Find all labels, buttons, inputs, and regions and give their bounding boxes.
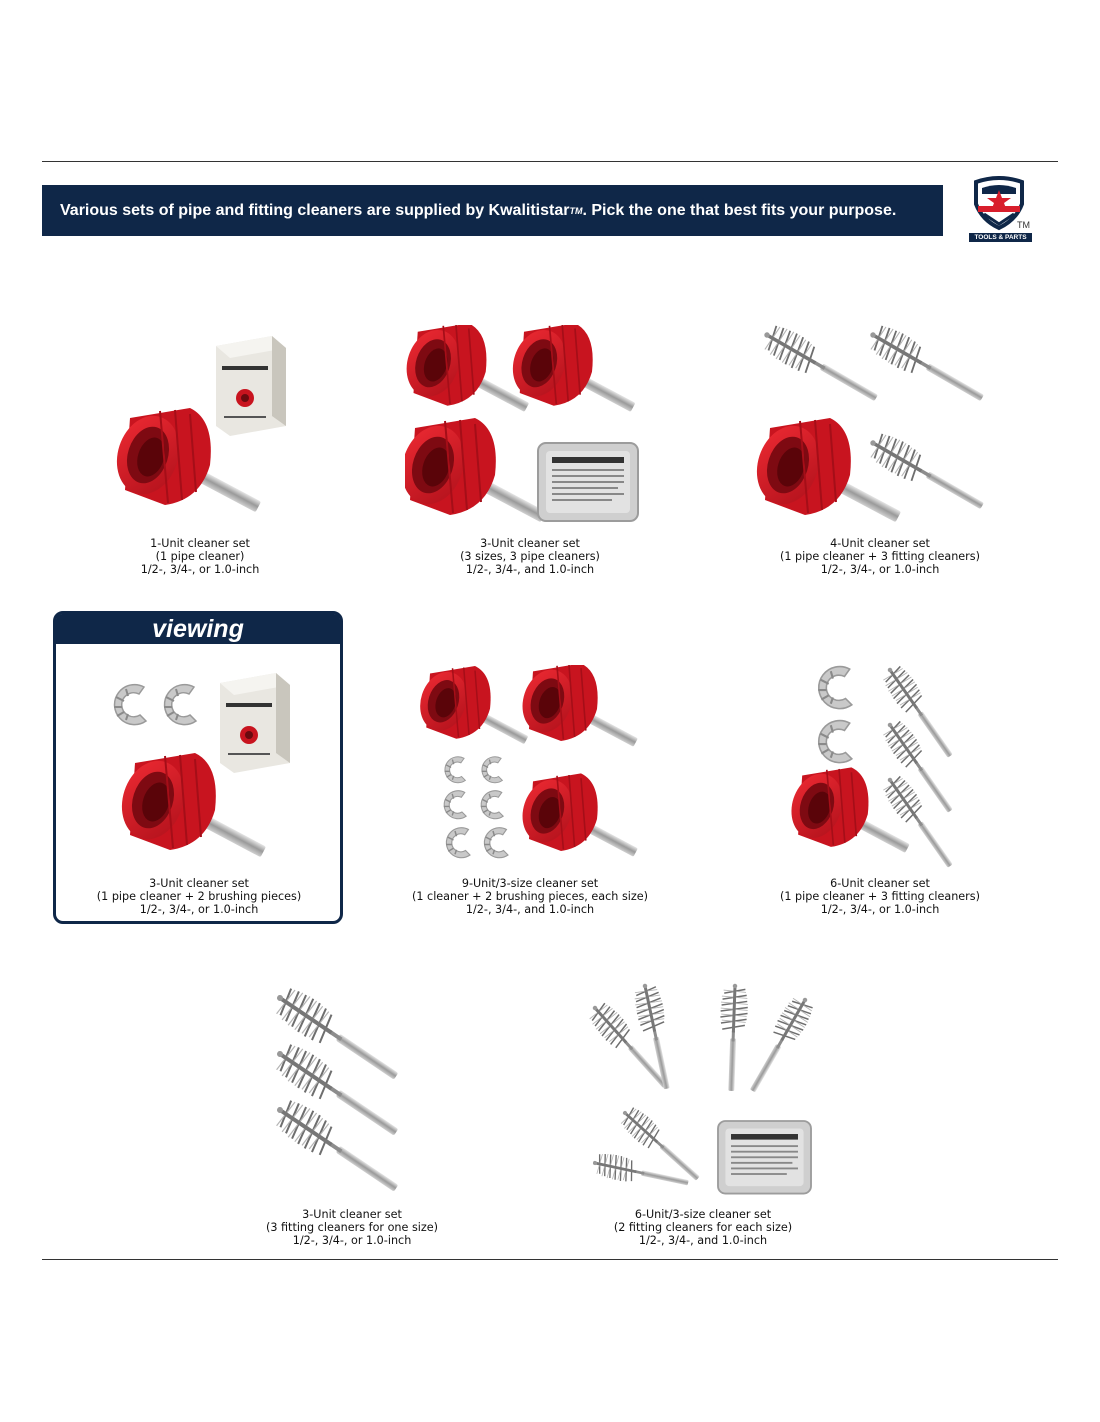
product-card-3unit-fitting[interactable] xyxy=(270,988,570,1203)
caption-6unit: 6-Unit cleaner set (1 pipe cleaner + 3 fitting cleaners) 1/2-, 3/4-, or 1.0-inch xyxy=(780,877,980,916)
caption-4unit: 4-Unit cleaner set (1 pipe cleaner + 3 fitting cleaners) 1/2-, 3/4-, or 1.0-inch xyxy=(780,537,980,576)
product-image xyxy=(780,660,990,870)
product-card-6unit-3size[interactable] xyxy=(585,978,885,1203)
product-image xyxy=(270,988,450,1203)
product-image xyxy=(420,665,650,865)
caption-3unit-pipe: 3-Unit cleaner set (3 sizes, 3 pipe cleaners) 1/2-, 3/4-, and 1.0-inch xyxy=(460,537,600,576)
product-image xyxy=(755,325,1015,530)
product-card-3unit-brushing[interactable] xyxy=(100,665,400,875)
bottom-rule xyxy=(42,1259,1058,1260)
brand-logo xyxy=(966,176,1032,244)
product-image xyxy=(100,665,340,875)
caption-3unit-fitting: 3-Unit cleaner set (3 fitting cleaners for one size) 1/2-, 3/4-, or 1.0-inch xyxy=(265,1208,439,1247)
product-image xyxy=(585,978,820,1203)
product-image xyxy=(100,330,400,530)
banner-text-main: Various sets of pipe and fitting cleaners are supplied by Kwalitistar xyxy=(60,201,570,219)
product-image xyxy=(405,325,665,530)
header-banner xyxy=(42,185,943,236)
product-card-9unit[interactable] xyxy=(420,665,720,865)
banner-tm: TM xyxy=(569,205,583,216)
logo-strip: TOOLS & PARTS xyxy=(969,233,1032,242)
caption-6unit-3size: 6-Unit/3-size cleaner set (2 fitting cleaners for each size) 1/2-, 3/4-, and 1.0-inch xyxy=(613,1208,793,1247)
banner-text-end: . Pick the one that best fits your purpose. xyxy=(582,201,897,219)
viewing-label: viewing xyxy=(56,614,340,644)
logo-tm: TM xyxy=(1017,220,1030,230)
product-card-6unit[interactable] xyxy=(780,660,1080,870)
top-rule xyxy=(42,161,1058,162)
caption-1unit: 1-Unit cleaner set (1 pipe cleaner) 1/2-, 3/4-, or 1.0-inch xyxy=(140,537,260,576)
caption-3unit-brushing: 3-Unit cleaner set (1 pipe cleaner + 2 brushing pieces) 1/2-, 3/4-, or 1.0-inch xyxy=(96,877,302,916)
caption-9unit: 9-Unit/3-size cleaner set (1 cleaner + 2 brushing pieces, each size) 1/2-, 3/4-, and 1.0-inch xyxy=(412,877,648,916)
